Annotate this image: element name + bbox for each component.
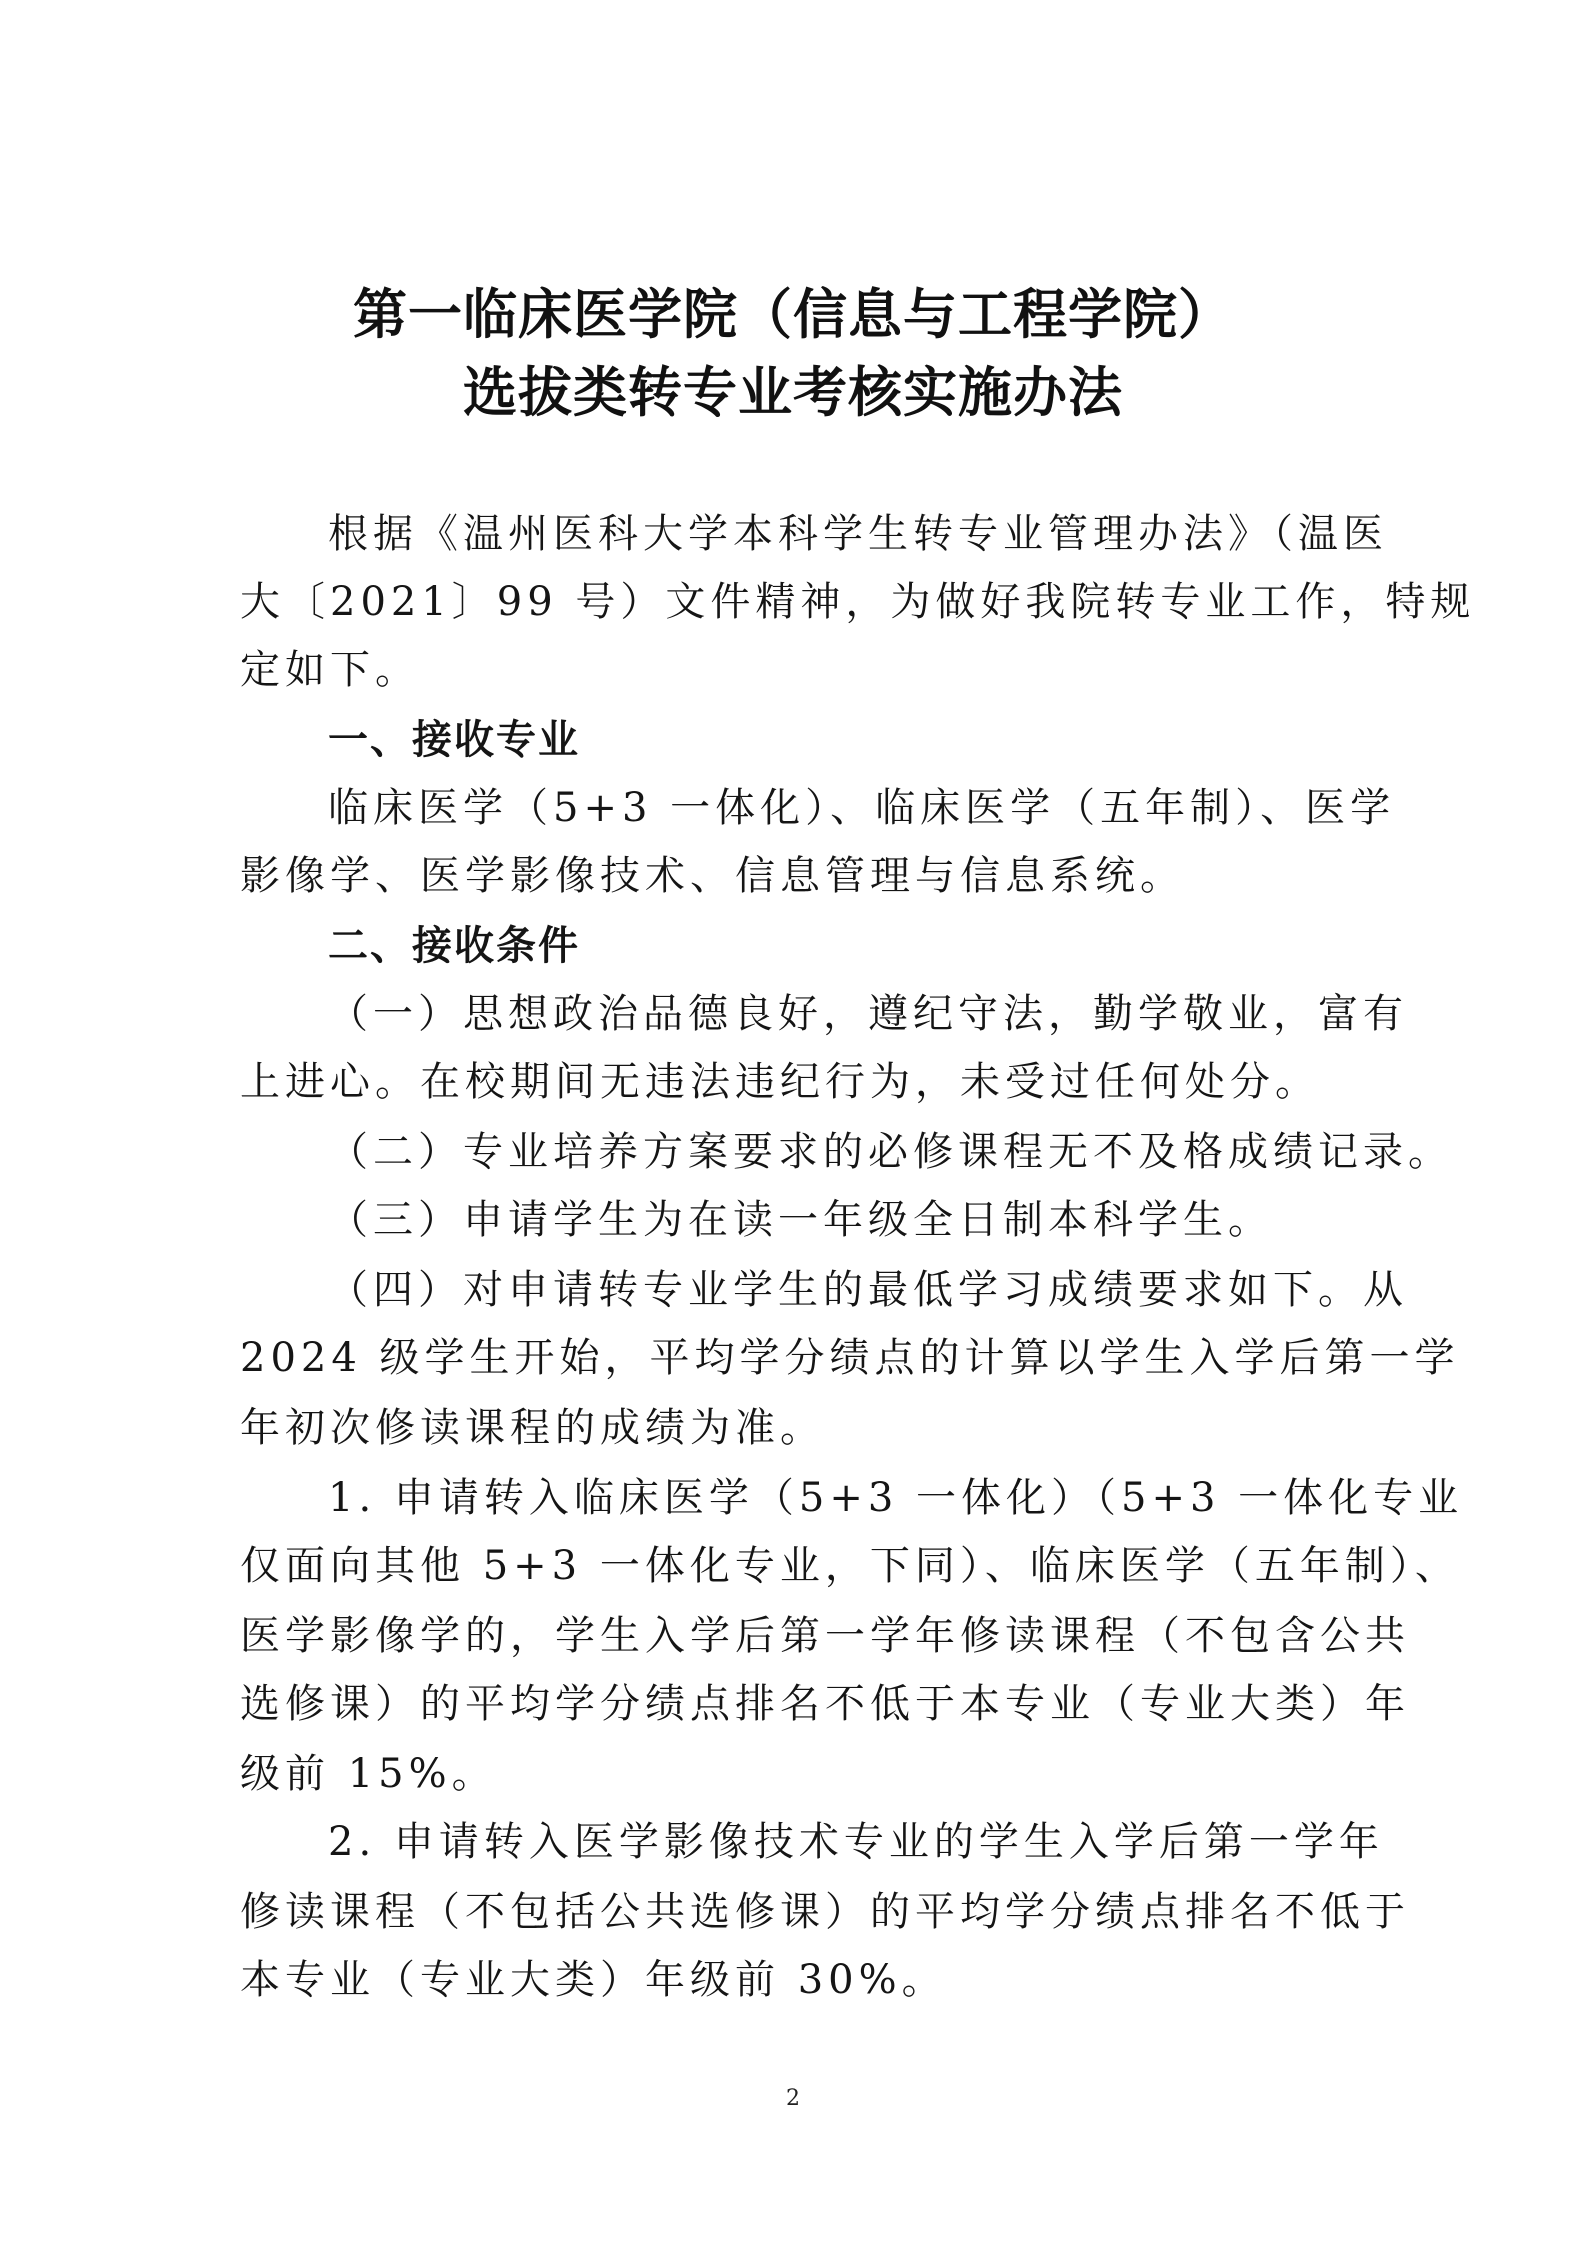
paragraph-intro-line: 定如下。 [240, 647, 420, 693]
requirement-1-line: 级前 15%。 [240, 1751, 497, 1797]
requirement-2-line: 本专业（专业大类）年级前 30%。 [240, 1957, 947, 2003]
page-number: 2 [786, 2086, 800, 2111]
condition-2-line: （二）专业培养方案要求的必修课程无不及格成绩记录。 [328, 1129, 1453, 1175]
condition-4-line: 2024 级学生开始，平均学分绩点的计算以学生入学后第一学 [240, 1335, 1460, 1381]
paragraph-intro-line: 大〔2021〕99 号）文件精神，为做好我院转专业工作，特规 [240, 579, 1476, 625]
requirement-2-line: 修读课程（不包括公共选修课）的平均学分绩点排名不低于 [240, 1889, 1410, 1935]
condition-4-line: 年初次修读课程的成绩为准。 [240, 1405, 825, 1451]
document-title-line-2: 选拔类转专业考核实施办法 [463, 361, 1123, 424]
condition-4-line: （四）对申请转专业学生的最低学习成绩要求如下。从 [328, 1267, 1408, 1313]
requirement-1-line: 仅面向其他 5+3 一体化专业，下同）、临床医学（五年制）、 [240, 1543, 1460, 1589]
requirement-1-line: 1. 申请转入临床医学（5+3 一体化）（5+3 一体化专业 [328, 1475, 1464, 1521]
condition-3-line: （三）申请学生为在读一年级全日制本科学生。 [328, 1197, 1273, 1243]
paragraph-intro-line: 根据《温州医科大学本科学生转专业管理办法》（温医 [328, 511, 1388, 557]
document-title-line-1: 第一临床医学院（信息与工程学院） [353, 283, 1233, 346]
condition-1-line: （一）思想政治品德良好，遵纪守法，勤学敬业，富有 [328, 991, 1408, 1037]
section-heading-conditions: 二、接收条件 [328, 923, 580, 969]
requirement-1-line: 医学影像学的，学生入学后第一学年修读课程（不包含公共 [240, 1613, 1410, 1659]
section-heading-receiving-majors: 一、接收专业 [328, 717, 580, 763]
paragraph-majors-line: 影像学、医学影像技术、信息管理与信息系统。 [240, 853, 1185, 899]
requirement-2-line: 2. 申请转入医学影像技术专业的学生入学后第一学年 [328, 1819, 1384, 1865]
paragraph-majors-line: 临床医学（5+3 一体化）、临床医学（五年制）、医学 [328, 785, 1396, 831]
requirement-1-line: 选修课）的平均学分绩点排名不低于本专业（专业大类）年 [240, 1681, 1410, 1727]
condition-1-line: 上进心。在校期间无违法违纪行为，未受过任何处分。 [240, 1059, 1320, 1105]
